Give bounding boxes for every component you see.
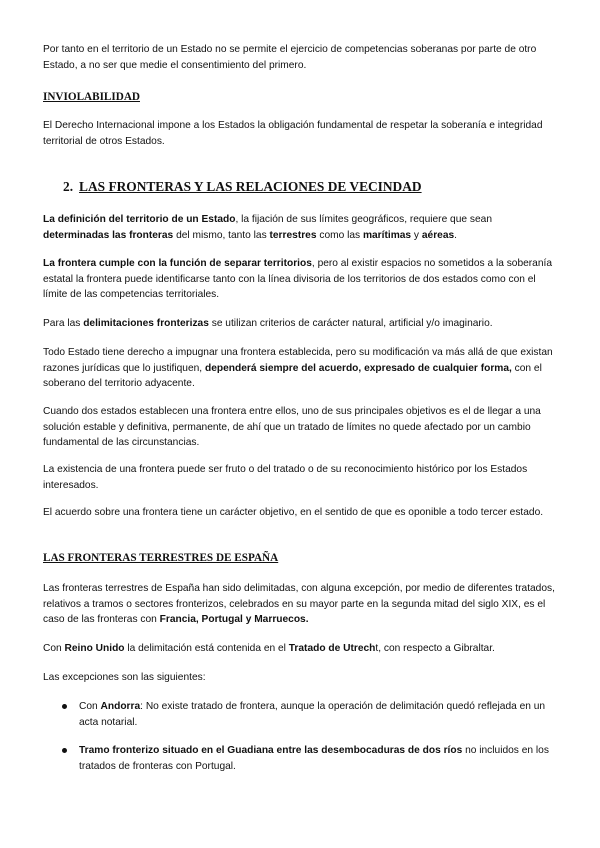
text: Con (43, 643, 65, 654)
bold-text: Andorra (100, 701, 141, 712)
text: no incluidos en los tratados de fronteras con Portugal. (79, 745, 549, 772)
text: se utilizan criterios de carácter natural, artificial y/o imaginario. (208, 318, 493, 329)
text: , la fijación de sus límites geográficos, requiere que sean (235, 214, 492, 225)
bold-text: delimitaciones fronterizas (83, 318, 209, 329)
paragraph-reino-unido (43, 641, 559, 657)
text: como las (316, 229, 363, 241)
text: Las fronteras terrestres de España han sido delimitadas, con alguna excepción, por medio de diferentes tratados, relativos a tramos o sectores fronterizos, celebrados en su mayor parte en la segunda mitad del siglo XIX, es el caso de las fronteras con (43, 583, 555, 625)
text: con el soberano del territorio adyacente. (43, 362, 542, 389)
list-item (62, 699, 560, 730)
bold-text: determinadas las fronteras (43, 229, 174, 241)
bold-text: Reino Unido (64, 643, 125, 654)
bold-text: Tramo fronterizo situado en el Guadiana entre las desembocaduras de dos ríos (79, 745, 463, 756)
section-title: LAS FRONTERAS Y LAS RELACIONES DE VECINDAD (79, 179, 422, 194)
text: . (454, 229, 457, 241)
heading-inviolabilidad: INVIOLABILIDAD (43, 91, 140, 103)
paragraph-funcion-frontera (43, 256, 559, 303)
text: : No existe tratado de frontera, aunque la operación de delimitación quedó reflejada en un acta notarial. (79, 701, 546, 728)
paragraph-impugnar (43, 345, 559, 392)
text: t, con respecto a Gibraltar. (375, 643, 495, 654)
paragraph-acuerdo-frontera: El acuerdo sobre una frontera tiene un carácter objetivo, en el sentido de que es oponible a todo tercer estado. (43, 507, 544, 518)
bold-text: La frontera cumple con la función de separar territorios (43, 258, 312, 269)
text: Para las (43, 318, 84, 329)
bold-text: La definición del territorio de un Estado (43, 214, 236, 225)
bold-text: terrestres (269, 229, 317, 241)
heading-fronteras-espana: LAS FRONTERAS TERRESTRES DE ESPAÑA (43, 552, 279, 564)
bold-text: Francia, Portugal y Marruecos. (159, 614, 309, 625)
text: Todo Estado tiene derecho a impugnar una frontera establecida, pero su modificación va más allá de que existan razones jurídicas que lo justifiquen, (43, 347, 553, 374)
text: Con (79, 701, 101, 712)
section-number: 2. (63, 179, 74, 194)
text: del mismo, tanto las (173, 229, 270, 241)
text: la delimitación está contenida en el (124, 643, 289, 654)
paragraph-solucion-estable: Cuando dos estados establecen una frontera entre ellos, uno de sus principales objetivos es el de llegar a una solución estable y definitiva, permanente, de ahí que un tratado de límites no quede afectado por un cambio fundamental de las circunstancias. (43, 406, 541, 448)
inviolabilidad-paragraph: El Derecho Internacional impone a los Estados la obligación fundamental de respetar la soberanía e integridad territorial de otros Estados. (43, 120, 543, 147)
bold-text: marítimas (362, 229, 412, 241)
paragraph-delimitaciones (43, 316, 559, 332)
paragraph-existencia-frontera: La existencia de una frontera puede ser fruto o del tratado o de su reconocimiento histórico por los Estados interesados. (43, 464, 528, 491)
bold-text: dependerá siempre del acuerdo, expresado de cualquier forma, (204, 362, 512, 374)
paragraph-excepciones: Las excepciones son las siguientes: (43, 672, 206, 683)
bullet-icon (62, 748, 67, 753)
section-2-heading (63, 179, 422, 195)
text: , pero al existir espacios no sometidos a la soberanía estatal la frontera puede identificarse tanto con la línea divisoria de los territorios de dos estados como con el límite de las competencias territoriales. (43, 258, 553, 300)
bold-text: Tratado de Utrech (288, 643, 376, 654)
text: y (411, 229, 422, 241)
paragraph-fronteras-espana (43, 581, 559, 628)
list-item (62, 743, 560, 774)
bullet-icon (62, 704, 67, 709)
paragraph-territorio (43, 212, 559, 243)
intro-paragraph: Por tanto en el territorio de un Estado no se permite el ejercicio de competencias soberanas por parte de otro Estado, a no ser que medie el consentimiento del primero. (43, 44, 537, 71)
bold-text: aéreas (421, 229, 455, 241)
